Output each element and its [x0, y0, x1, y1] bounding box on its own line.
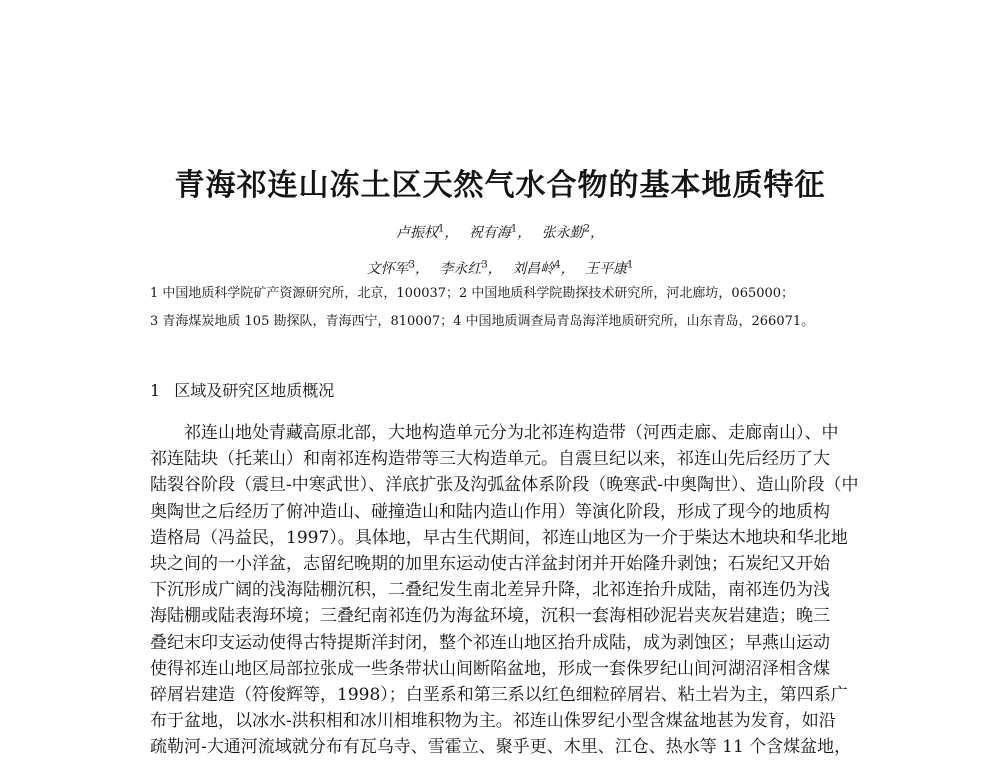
- affiliation-line-2: 3 青海煤炭地质 105 勘探队，青海西宁，810007；4 中国地质调查局青岛海洋地质研究所，山东青岛，266071。: [150, 314, 815, 329]
- body-line: 块之间的一小洋盆，志留纪晚期的加里东运动使古洋盆封闭并开始隆升剥蚀；石炭纪又开始: [150, 553, 830, 574]
- body-line: 造格局（冯益民，1997）。具体地，早古生代期间，祁连山地区为一介于柴达木地块和华北地: [150, 527, 848, 548]
- author-line-1: [0, 222, 1000, 242]
- author: 张永勤$^2$，: [541, 223, 605, 241]
- body-line: 叠纪末印支运动使得古特提斯洋封闭，整个祁连山地区抬升成陆，成为剥蚀区；早燕山运动: [150, 632, 830, 653]
- body-line: 海陆棚或陆表海环境；三叠纪南祁连仍为海盆环境，沉积一套海相砂泥岩夹灰岩建造；晚三: [150, 606, 830, 627]
- affiliation-line-1: 1 中国地质科学院矿产资源研究所，北京，100037；2 中国地质科学院勘探技术研究所，河北廊坊，065000；: [150, 286, 795, 301]
- body-line: 奥陶世之后经历了俯冲造山、碰撞造山和陆内造山作用）等演化阶段，形成了现今的地质构: [150, 501, 830, 522]
- paper-title: 青海祁连山冻土区天然气水合物的基本地质特征: [174, 168, 826, 203]
- section-heading-text: 区域及研究区地质概况: [174, 381, 335, 400]
- body-line: 布于盆地，以冰水-洪积相和冰川相堆积物为主。祁连山侏罗纪小型含煤盆地甚为发育，如沿: [150, 711, 836, 732]
- author: 王平康$^1$: [585, 259, 634, 277]
- body-line: 碎屑岩建造（符俊辉等，1998）；白垩系和第三系以红色细粒碎屑岩、粘土岩为主，第四系广: [150, 684, 848, 705]
- body-line: 祁连山地处青藏高原北部，大地构造单元分为北祁连构造带（河西走廊、走廊南山）、中: [184, 423, 839, 443]
- author: 祝有海$^1$，: [468, 223, 532, 241]
- section-number: 1: [150, 381, 161, 400]
- author-line-2: [0, 258, 1000, 278]
- body-line: 疏勒河-大通河流域就分布有瓦乌寺、雪霍立、聚乎更、木里、江仓、热水等 11 个含煤盆地，: [150, 737, 852, 758]
- section-heading: [150, 378, 334, 401]
- body-line: 使得祁连山地区局部拉张成一些条带状山间断陷盆地，形成一套侏罗纪山间河湖沼泽相含煤: [150, 658, 830, 679]
- body-line: 下沉形成广阔的浅海陆棚沉积，二叠纪发生南北差异升降，北祁连抬升成陆，南祁连仍为浅: [150, 580, 830, 601]
- author: 文怀军$^3$，: [366, 259, 429, 277]
- body-line: 祁连陆块（托莱山）和南祁连构造带等三大构造单元。自震旦纪以来，祁连山先后经历了大: [150, 449, 830, 470]
- author: 李永红$^3$，: [439, 259, 502, 277]
- body-paragraph: [150, 420, 870, 760]
- author: 刘昌岭$^4$，: [512, 259, 575, 277]
- author: 卢振权$^1$，: [395, 223, 459, 241]
- body-line: 陆裂谷阶段（震旦-中寒武世）、洋底扩张及沟弧盆体系阶段（晚寒武-中奥陶世）、造山阶段（中: [150, 475, 859, 496]
